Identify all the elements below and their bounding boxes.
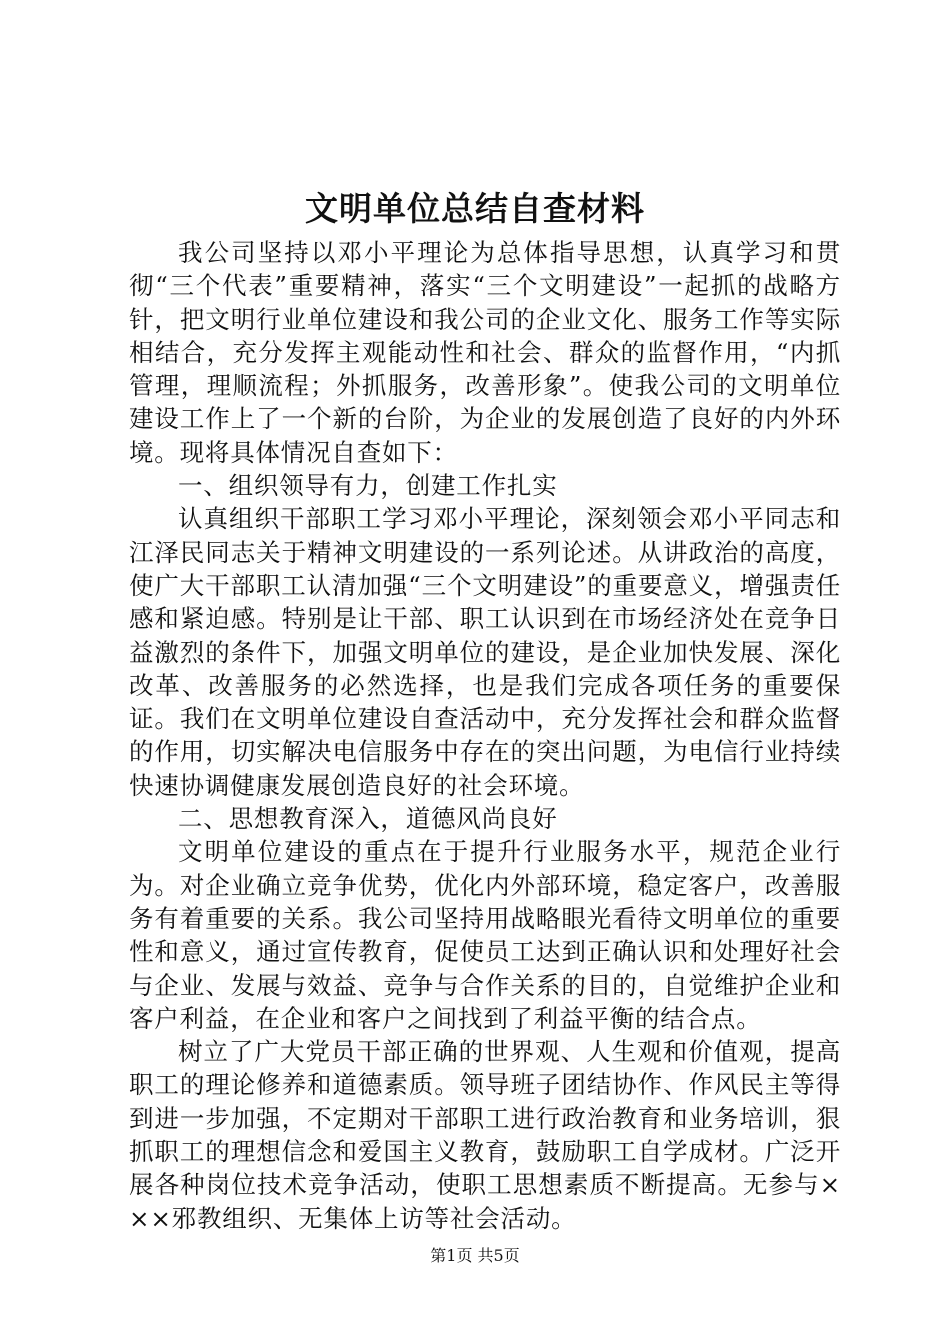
- page-number-footer: 第1页 共5页: [430, 1246, 520, 1265]
- paragraph-section-2b: 树立了广大党员干部正确的世界观、人生观和价值观，提高职工的理论修养和道德素质。领导班子团结协作、作风民主等得到进一步加强，不定期对干部职工进行政治教育和业务培训，狠抓职工的理想信念和爱国主义教育，鼓励职工自学成材。广泛开展各种岗位技术竞争活动，使职工思想素质不断提高。无参与×××邪教组织、无集体上访等社会活动。: [129, 1037, 841, 1233]
- document-title: 文明单位总结自查材料: [305, 189, 645, 228]
- paragraph-intro: 我公司坚持以邓小平理论为总体指导思想，认真学习和贯彻“三个代表”重要精神，落实“三个文明建设”一起抓的战略方针，把文明行业单位建设和我公司的企业文化、服务工作等实际相结合，充分发挥主观能动性和社会、群众的监督作用，“内抓管理，理顺流程；外抓服务，改善形象”。使我公司的文明单位建设工作上了一个新的台阶，为企业的发展创造了良好的内外环境。现将具体情况自查如下：: [129, 238, 841, 467]
- paragraph-section-2a: 文明单位建设的重点在于提升行业服务水平，规范企业行为。对企业确立竞争优势，优化内外部环境，稳定客户，改善服务有着重要的关系。我公司坚持用战略眼光看待文明单位的重要性和意义，通过宣传教育，促使员工达到正确认识和处理好社会与企业、发展与效益、竞争与合作关系的目的，自觉维护企业和客户利益，在企业和客户之间找到了利益平衡的结合点。: [129, 837, 841, 1033]
- document-body: [129, 236, 841, 1235]
- section-heading-2: 二、思想教育深入，道德风尚良好: [178, 804, 558, 834]
- section-heading-1: 一、组织领导有力，创建工作扎实: [178, 471, 558, 501]
- paragraph-section-1: 认真组织干部职工学习邓小平理论，深刻领会邓小平同志和江泽民同志关于精神文明建设的一系列论述。从讲政治的高度，使广大干部职工认清加强“三个文明建设”的重要意义，增强责任感和紧迫感。特别是让干部、职工认识到在市场经济处在竞争日益激烈的条件下，加强文明单位的建设，是企业加快发展、深化改革、改善服务的必然选择，也是我们完成各项任务的重要保证。我们在文明单位建设自查活动中，充分发挥社会和群众监督的作用，切实解决电信服务中存在的突出问题，为电信行业持续快速协调健康发展创造良好的社会环境。: [129, 504, 841, 800]
